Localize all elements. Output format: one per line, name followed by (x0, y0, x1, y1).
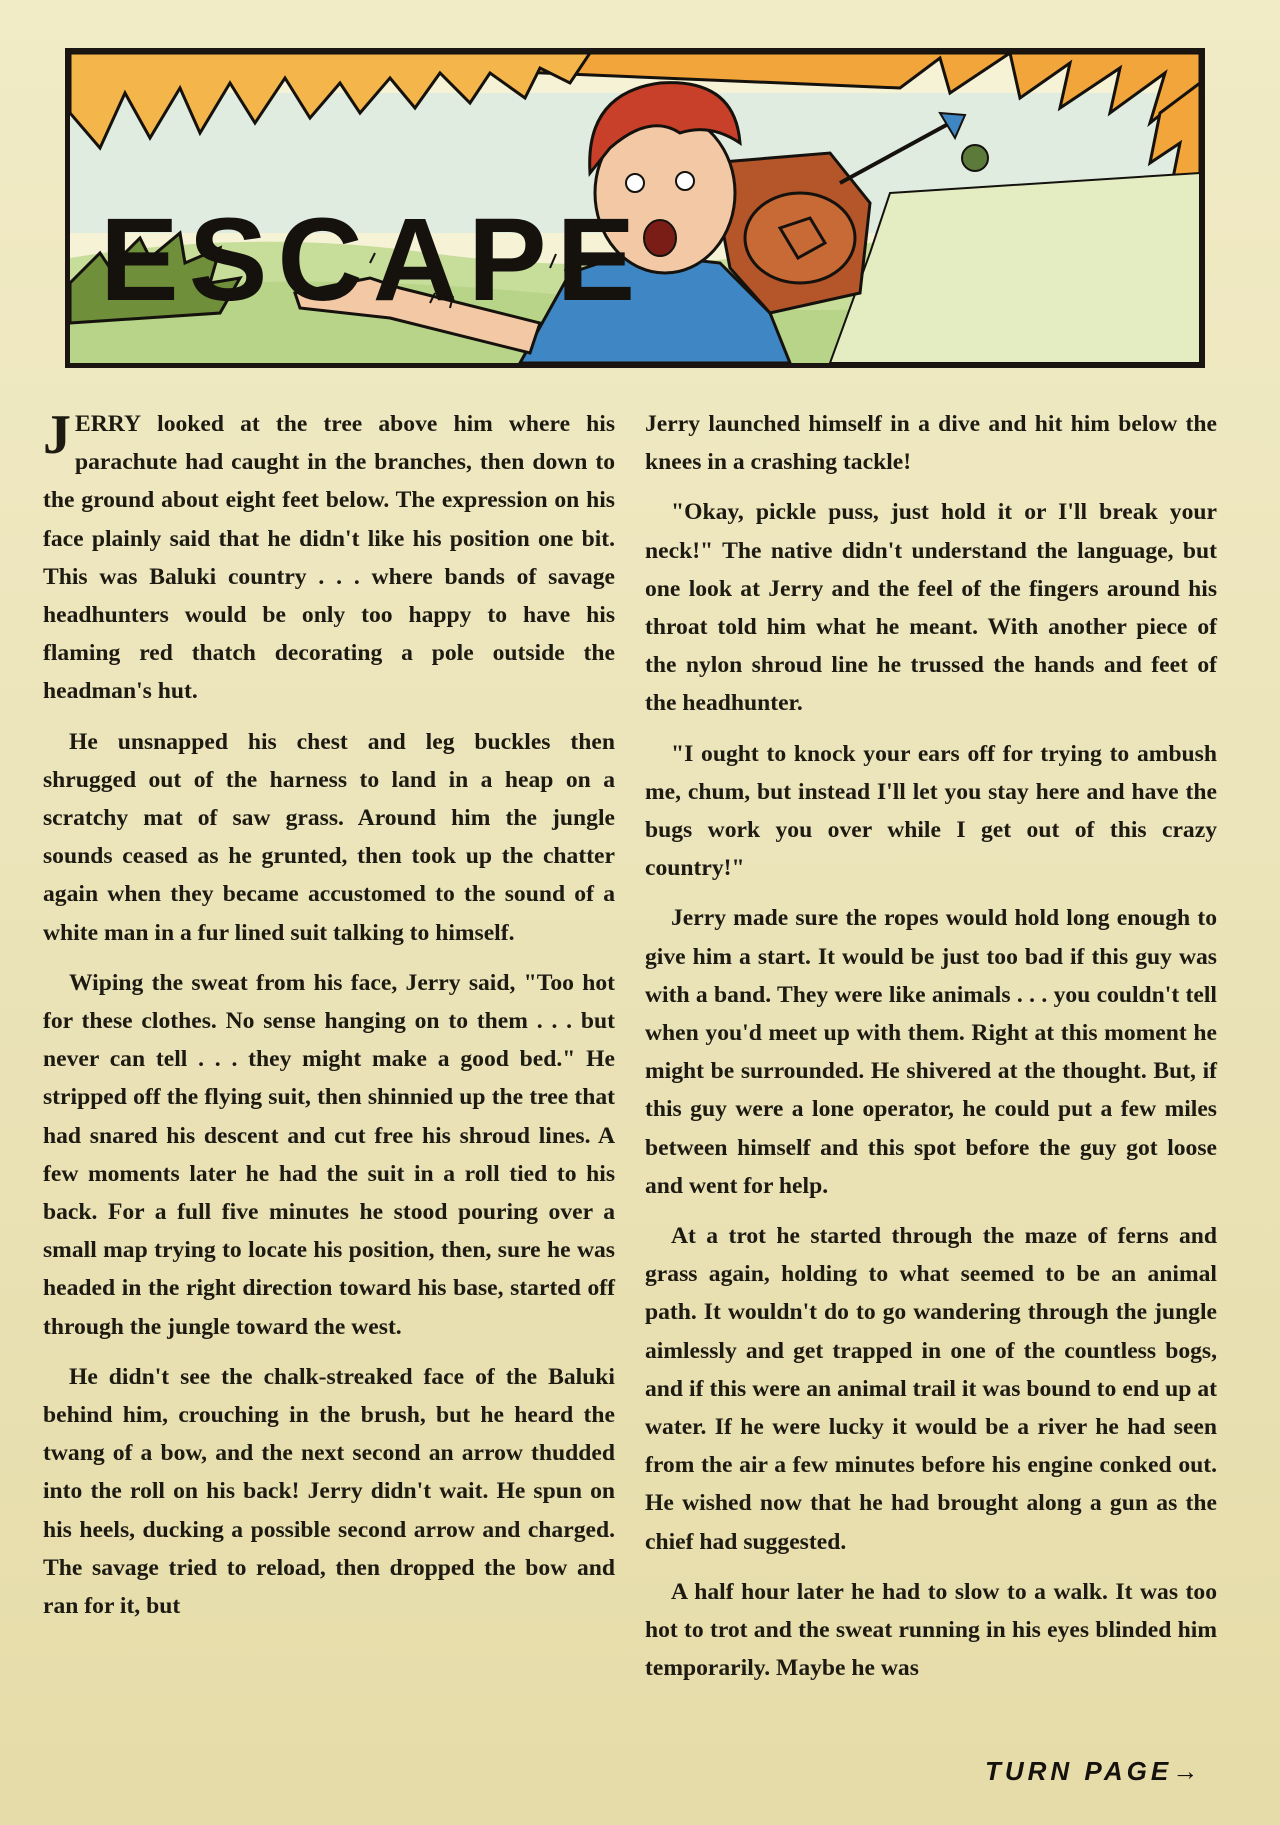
text-column-left (43, 405, 615, 1745)
paragraph: Wiping the sweat from his face, Jerry said, "Too hot for these clothes. No sense hanging on to them . . . but never can tell . . . they might make a good bed." He stripped off the flying suit, then shinnied up the tree that had snared his descent and cut free his shroud lines. A few moments later he had the suit in a roll tied to his back. For a full five minutes he stood pouring over a small map trying to locate his position, then, sure he was headed in the right direction toward his base, started off through the jungle toward the west. (43, 969, 615, 1340)
drop-cap-rest: ERRY (75, 411, 142, 437)
text-column-right (645, 405, 1217, 1745)
paragraph: "Okay, pickle puss, just hold it or I'll break your neck!" The native didn't understand the language, but one look at Jerry and the feel of the fingers around his throat told him what he meant. With another piece of the nylon shroud line he trussed the hands and feet of the headhunter. (645, 499, 1217, 717)
story-title: ESCAPE (100, 194, 646, 326)
paragraph: Jerry launched himself in a dive and hit him below the knees in a crashing tackle! (645, 411, 1217, 476)
paragraph: Jerry made sure the ropes would hold long enough to give him a start. It would be just too bad if this guy was with a band. They were like animals . . . you couldn't tell when you'd meet up with them. Right at this moment he might be surrounded. He shivered at the thought. But, if this guy were a lone operator, he could put a few miles between himself and this spot before the guy got loose and went for help. (645, 905, 1217, 1199)
paragraph: He unsnapped his chest and leg buckles then shrugged out of the harness to land in a heap on a scratchy mat of saw grass. Around him the jungle sounds ceased as he grunted, then took up the chatter again when they became accustomed to the sound of a white man in a fur lined suit talking to himself. (43, 728, 615, 946)
paragraph: "I ought to knock your ears off for trying to ambush me, chum, but instead I'll let you stay here and have the bugs work you over while I get out of this crazy country!" (645, 740, 1217, 882)
turn-page-label[interactable]: TURN PAGE→ (985, 1756, 1203, 1786)
paragraph: A half hour later he had to slow to a walk. It was too hot to trot and the sweat running in his eyes blinded him temporarily. Maybe he was (645, 1578, 1217, 1682)
paragraph: At a trot he started through the maze of ferns and grass again, holding to what seemed to be an animal path. It wouldn't do to go wandering through the jungle aimlessly and get trapped in one of the countless bogs, and if this were an animal trail it was bound to end up at water. If he were lucky it would be a river he had seen from the air a few minutes before his engine conked out. He wished now that he had brought along a gun as the chief had suggested. (645, 1223, 1217, 1555)
paragraph (43, 405, 615, 711)
paragraph-text: looked at the tree above him where his parachute had caught in the branches, then down to the ground about eight feet below. The expression on his face plainly said that he didn't like his position one bit. This was Baluki country . . . where bands of savage headhunters would be only too happy to have his flaming red thatch decorating a pole outside the headman's hut. (43, 411, 615, 705)
drop-cap: J (43, 404, 71, 466)
paragraph: He didn't see the chalk-streaked face of the Baluki behind him, crouching in the brush, but he heard the twang of a bow, and the next second an arrow thudded into the roll on his back! Jerry didn't wait. He spun on his heels, ducking a possible second arrow and charged. The savage tried to reload, then dropped the bow and ran for it, but (43, 1363, 615, 1620)
title-panel (65, 48, 1205, 368)
